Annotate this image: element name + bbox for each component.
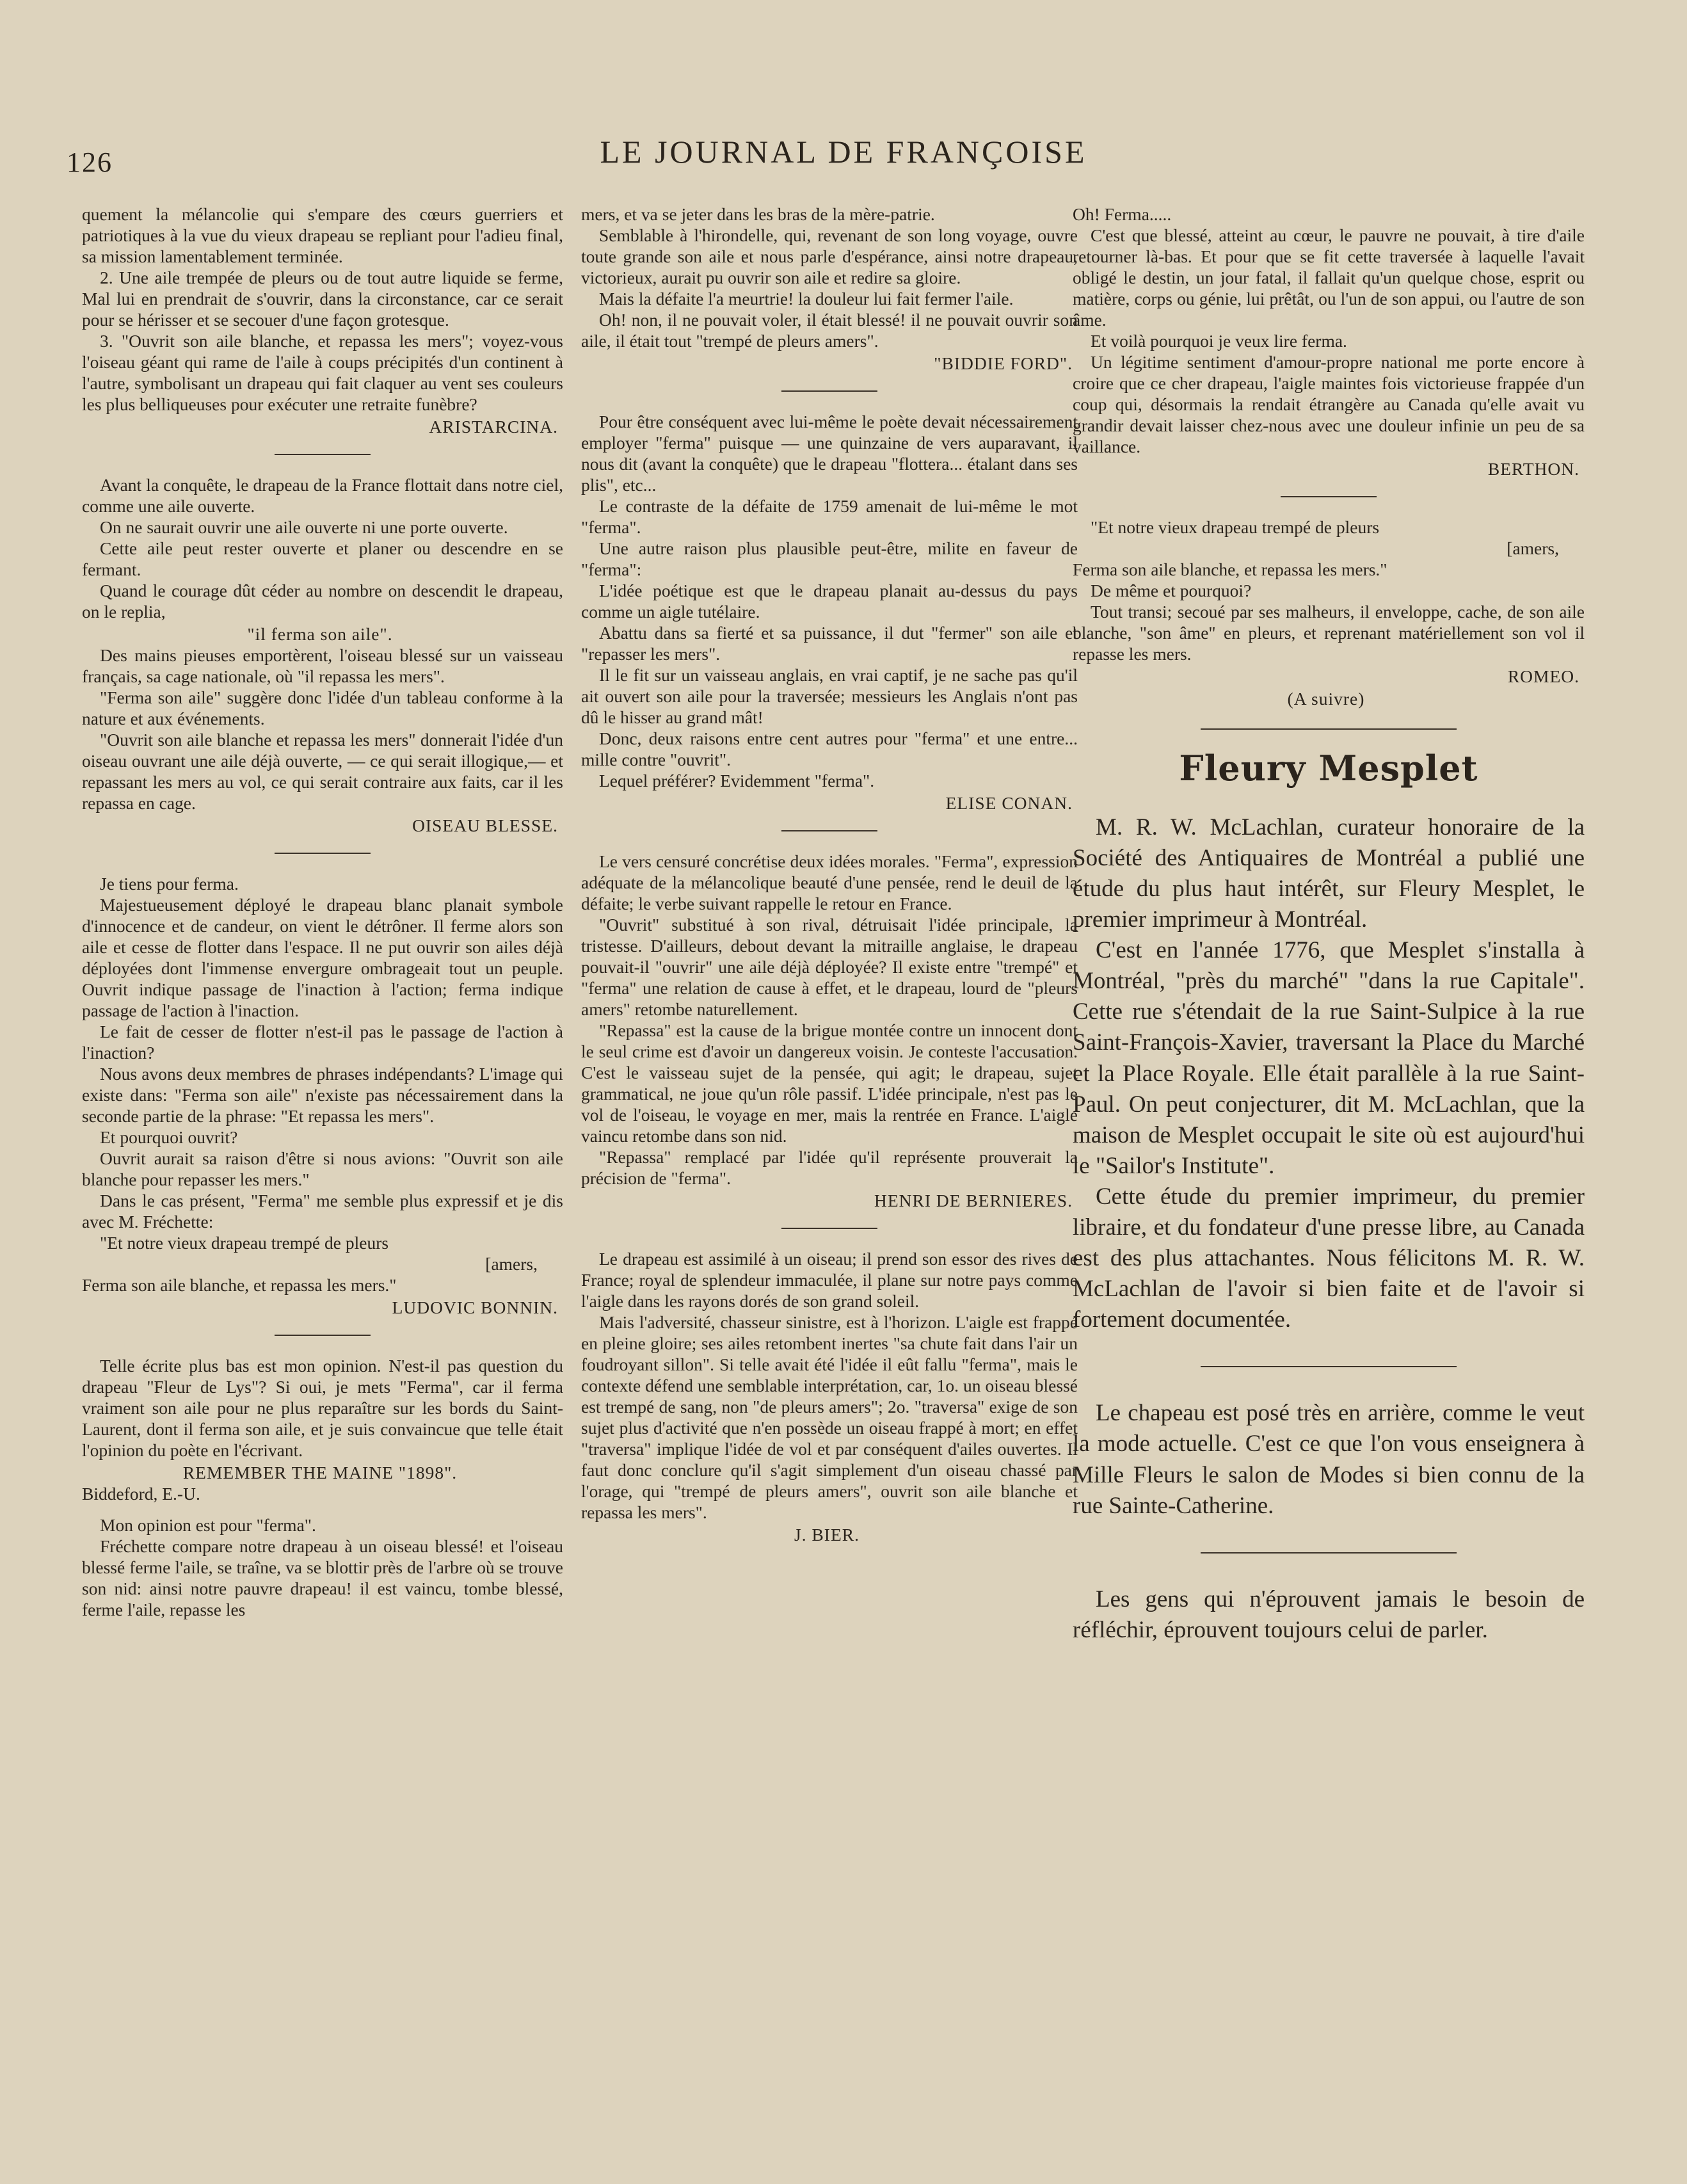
paragraph: Je tiens pour ferma.: [100, 874, 239, 894]
paragraph: Ouvrit aurait sa raison d'être si nous avions: "Ouvrit son aile blanche pour repasser les mers.": [82, 1148, 563, 1189]
article-headline: Fleury Mesplet: [1179, 748, 1478, 789]
paragraph: "Ferma son aile" suggère donc l'idée d'un tableau conforme à la nature et aux événements.: [82, 687, 563, 728]
paragraph: Et voilà pourquoi je veux lire ferma.: [1091, 331, 1347, 351]
paragraph: Telle écrite plus bas est mon opinion. N'est-il pas question du drapeau "Fleur de Lys"? Si oui, je mets "Ferma", car il ferma vraiment son aile pour ne plus reparaître sur les bords du Saint-Laurent, dont il ferma son aile, et je suis convaincue que telle était l'opinion du poète en l'écrivant.: [82, 1356, 563, 1460]
quote-line: "il ferma son aile".: [247, 624, 393, 644]
paragraph: "Ouvrit son aile blanche et repassa les mers" donnerait l'idée d'un oiseau ouvrant une aile déjà ouverte, — ce qui serait illogique,— et repassant les mers au vol, ce qui serait contraire aux faits, car il les repassa en cage.: [82, 730, 563, 813]
signature: OISEAU BLESSE.: [412, 815, 558, 835]
verse-line: Ferma son aile blanche, et repassa les mers.": [1073, 559, 1387, 579]
paragraph: Nous avons deux membres de phrases indépendants? L'image qui existe dans: "Ferma son aile" n'existe pas nécessairement dans la seconde partie de la phrase: "Et repassa les mers".: [82, 1064, 563, 1126]
paragraph: Le vers censuré concrétise deux idées morales. "Ferma", expression adéquate de la mélancolique beauté d'une pensée, rend le deuil de la défaite; le verbe suivant rappelle le retour en France.: [581, 851, 1078, 913]
paragraph: Il le fit sur un vaisseau anglais, en vrai captif, je ne sache pas qu'il ait ouvert son aile pour la traversée; messieurs les Anglais n'ont pas dû le hisser au grand mât!: [581, 665, 1078, 727]
column-1: [82, 204, 563, 2130]
page-number: 126: [67, 147, 113, 178]
paragraph: Oh! non, il ne pouvait voler, il était blessé! il ne pouvait ouvrir son aile, il était tout "trempé de pleurs amers".: [581, 310, 1078, 351]
separator: [1281, 496, 1377, 497]
paragraph: Des mains pieuses emportèrent, l'oiseau blessé sur un vaisseau français, sa cage nationale, où "il repassa les mers".: [82, 645, 563, 686]
paragraph: Semblable à l'hirondelle, qui, revenant de son long voyage, ouvre toute grande son aile et nous parle d'espérance, ainsi notre drapeau, victorieux, aurait pu ouvrir son aile et redire sa gloire.: [581, 225, 1078, 287]
paragraph: Pour être conséquent avec lui-même le poète devait nécessairement employer "ferma" puisque — une quinzaine de vers auparavant, il nous dit (avant la conquête) que le drapeau "flottera... étalant dans ses plis", etc...: [581, 412, 1078, 495]
separator: [1201, 1366, 1457, 1367]
paragraph: 3. "Ouvrit son aile blanche, et repassa les mers"; voyez-vous l'oiseau géant qui rame de l'aile à coups précipités d'un continent à l'autre, symbolisant un drapeau qui fait claquer au vent ses couleurs les plus belliqueuses pour exécuter une retraite funèbre?: [82, 331, 563, 414]
signature: REMEMBER THE MAINE "1898".: [182, 1463, 458, 1482]
paragraph: quement la mélancolie qui s'empare des cœurs guerriers et patriotiques à la vue du vieux drapeau se repliant pour l'adieu final, sa mission lamentablement terminée.: [82, 204, 563, 266]
paragraph: C'est en l'année 1776, que Mesplet s'installa à Montréal, "près du marché" "dans la rue Capitale". Cette rue s'étendait de la rue Saint-Sulpice à la rue Saint-François-Xavier, traversant la Place du Marché et la Place Royale. Elle était parallèle à la rue Saint-Paul. On peut conjecturer, dit M. McLachlan, que la maison de Mesplet occupait le site où est aujourd'hui le "Sailor's Institute".: [1073, 937, 1585, 1179]
paragraph: Un légitime sentiment d'amour-propre national me porte encore à croire que ce cher drapeau, l'aigle maintes fois victorieuse frappée d'un coup qui, désormais la rendait étrangère au Canada qu'elle avait vu grandir devait laisser chez-nous avec une douleur infinie un peu de sa vaillance.: [1073, 352, 1585, 456]
to-be-continued: (A suivre): [1287, 689, 1365, 709]
paragraph: Le chapeau est posé très en arrière, comme le veut la mode actuelle. C'est ce que l'on vous enseignera à Mille Fleurs le salon de Modes si bien connu de la rue Sainte-Catherine.: [1073, 1400, 1585, 1519]
paragraph: Le drapeau est assimilé à un oiseau; il prend son essor des rives de France; royal de splendeur immaculée, il plane sur notre pays comme l'aigle dans les rayons dorés de son grand soleil.: [581, 1249, 1078, 1311]
verse-continuation: [amers,: [485, 1254, 538, 1274]
paragraph: "Repassa" est la cause de la brigue montée contre un innocent dont le seul crime est d'avoir un dangereux voisin. Je conteste l'accusation. C'est le vaisseau sujet de la pensée, qui agit; le drapeau, sujet grammatical, ne joue qu'un rôle passif. L'idée principale, n'est pas le vol de l'oiseau, le voyage en mer, mais la rentrée en France. L'aigle vaincu retombe dans son nid.: [581, 1020, 1078, 1146]
paragraph: M. R. W. McLachlan, curateur honoraire de la Société des Antiquaires de Montréal a publié une étude du plus haut intérêt, sur Fleury Mesplet, le premier imprimeur à Montréal.: [1073, 814, 1585, 933]
paragraph: Mon opinion est pour "ferma".: [100, 1515, 316, 1535]
paragraph: Les gens qui n'éprouvent jamais le besoin de réfléchir, éprouvent toujours celui de parler.: [1073, 1586, 1585, 1643]
signature: J. BIER.: [794, 1525, 859, 1545]
signature: "BIDDIE FORD".: [934, 353, 1073, 373]
paragraph: Abattu dans sa fierté et sa puissance, il dut "fermer" son aile et "repasser les mers".: [581, 623, 1078, 664]
paragraph: Une autre raison plus plausible peut-être, milite en faveur de "ferma":: [581, 538, 1078, 579]
paragraph: Cette aile peut rester ouverte et planer ou descendre en se fermant.: [82, 538, 563, 579]
paragraph: Mais l'adversité, chasseur sinistre, est à l'horizon. L'aigle est frappé en pleine gloire; ses ailes retombent inertes "sa chute fait dans l'air un foudroyant sillon". Si telle avait été l'idée il eût fallu "ferma", mais le contexte défend une semblable interprétation, car, 1o. un oiseau blessé est trempé de sang, non "de pleurs amers"; 2o. "traversa" exige de son sujet plus d'activité que n'en possède un oiseau frappé à mort; en effet "traversa" implique l'idée de vol et par conséquent d'ailes ouvertes. Il faut donc conclure qu'il s'agit simplement d'un oiseau chassé par l'orage, qui "trempé de pleurs amers", ouvrit son aile blanche et repassa les mers".: [581, 1312, 1078, 1522]
paragraph: Oh! Ferma.....: [1073, 204, 1172, 224]
paragraph: Quand le courage dût céder au nombre on descendit le drapeau, on le replia,: [82, 581, 563, 622]
verse-line: Ferma son aile blanche, et repassa les mers.": [82, 1275, 397, 1295]
verse-line: "Et notre vieux drapeau trempé de pleurs: [100, 1233, 389, 1253]
paragraph: "Repassa" remplacé par l'idée qu'il représente prouverait la précision de "ferma".: [581, 1147, 1078, 1188]
paragraph: Donc, deux raisons entre cent autres pour "ferma" et une entre... mille contre "ouvrit".: [581, 728, 1078, 769]
signature: HENRI DE BERNIERES.: [874, 1191, 1073, 1210]
signature: ELISE CONAN.: [945, 793, 1073, 813]
paragraph: L'idée poétique est que le drapeau planait au-dessus du pays comme un aigle tutélaire.: [581, 581, 1078, 622]
paragraph: Et pourquoi ouvrit?: [100, 1127, 238, 1147]
signature: BERTHON.: [1487, 459, 1579, 479]
column-2: [581, 204, 1078, 2130]
paragraph: Mais la défaite l'a meurtrie! la douleur lui fait fermer l'aile.: [599, 289, 1014, 309]
signature: ARISTARCINA.: [429, 417, 558, 437]
column-3: [1073, 204, 1585, 2130]
paragraph: Le contraste de la défaite de 1759 amenait de lui-même le mot "ferma".: [581, 496, 1078, 537]
separator: [275, 853, 371, 854]
verse-line: "Et notre vieux drapeau trempé de pleurs: [1091, 517, 1380, 537]
paragraph: De même et pourquoi?: [1091, 581, 1252, 600]
paragraph: Majestueusement déployé le drapeau blanc planait symbole d'innocence et de candeur, on vient le détrôner. Il ferme alors son aile et cesse de flotter dans l'espace. Il ne put ouvrir son ailes déjà déployées dont l'immense envergure ombrageait tout un peuple. Ouvrit indique passage de l'inaction à l'action; ferma indique passage de l'action à l'inaction.: [82, 895, 563, 1020]
paragraph: "Ouvrit" substitué à son rival, détruisait l'idée principale, la tristesse. D'ailleurs, debout devant la mitraille anglaise, le drapeau pouvait-il "ouvrir" une aile déjà déployée? Il existe entre "trempé" et "ferma" une relation de cause à effet, et le drapeau, lourd de "pleurs amers" retombe naturellement.: [581, 915, 1078, 1019]
separator: [1201, 728, 1457, 730]
signature: ROMEO.: [1507, 666, 1579, 686]
place-line: Biddeford, E.-U.: [82, 1484, 200, 1504]
paragraph: Fréchette compare notre drapeau à un oiseau blessé! et l'oiseau blessé ferme l'aile, se traîne, va se blottir près de l'arbre où se trouve son nid: ainsi notre pauvre drapeau! il est vaincu, tombe blessé, ferme l'aile, repasse les: [82, 1536, 563, 1619]
paragraph: 2. Une aile trempée de pleurs ou de tout autre liquide se ferme, Mal lui en prendrait de s'ouvrir, dans la circonstance, car ce serait pour se hérisser et se secouer d'une façon grotesque.: [82, 268, 563, 330]
separator: [781, 390, 877, 392]
verse-continuation: [amers,: [1507, 538, 1559, 558]
mesplet-article: [1073, 812, 1585, 1646]
separator: [275, 1335, 371, 1336]
running-title: LE JOURNAL DE FRANÇOISE: [600, 134, 1087, 170]
paragraph: Cette étude du premier imprimeur, du premier libraire, et du fondateur d'une presse libre, au Canada est des plus attachantes. Nous félicitons M. R. W. McLachlan de l'avoir si bien faite et de l'avoir si fortement documentée.: [1073, 1183, 1585, 1333]
paragraph: On ne saurait ouvrir une aile ouverte ni une porte ouverte.: [100, 517, 508, 537]
separator: [275, 454, 371, 455]
separator: [781, 830, 877, 831]
paragraph: C'est que blessé, atteint au cœur, le pauvre ne pouvait, à tire d'aile retourner là-bas. Et pour que se fit cette traversée à laquelle l'avait obligé le destin, un jour fatal, il fallait qu'un quelque chose, esprit ou matière, corps ou génie, lui prêtât, ou l'un de son appui, ou l'autre de son âme.: [1073, 225, 1585, 330]
signature: LUDOVIC BONNIN.: [392, 1297, 558, 1317]
paragraph: Le fait de cesser de flotter n'est-il pas le passage de l'action à l'inaction?: [82, 1022, 563, 1063]
separator: [781, 1228, 877, 1229]
paragraph: Avant la conquête, le drapeau de la France flottait dans notre ciel, comme une aile ouverte.: [82, 475, 563, 516]
paragraph: Dans le cas présent, "Ferma" me semble plus expressif et je dis avec M. Fréchette:: [82, 1191, 563, 1232]
separator: [1201, 1552, 1457, 1554]
paragraph: mers, et va se jeter dans les bras de la mère-patrie.: [581, 204, 935, 224]
paragraph: Tout transi; secoué par ses malheurs, il enveloppe, cache, de son aile blanche, "son âme" en pleurs, et reprenant matériellement son vol il repasse les mers.: [1073, 602, 1585, 664]
paragraph: Lequel préférer? Evidemment "ferma".: [599, 771, 875, 791]
